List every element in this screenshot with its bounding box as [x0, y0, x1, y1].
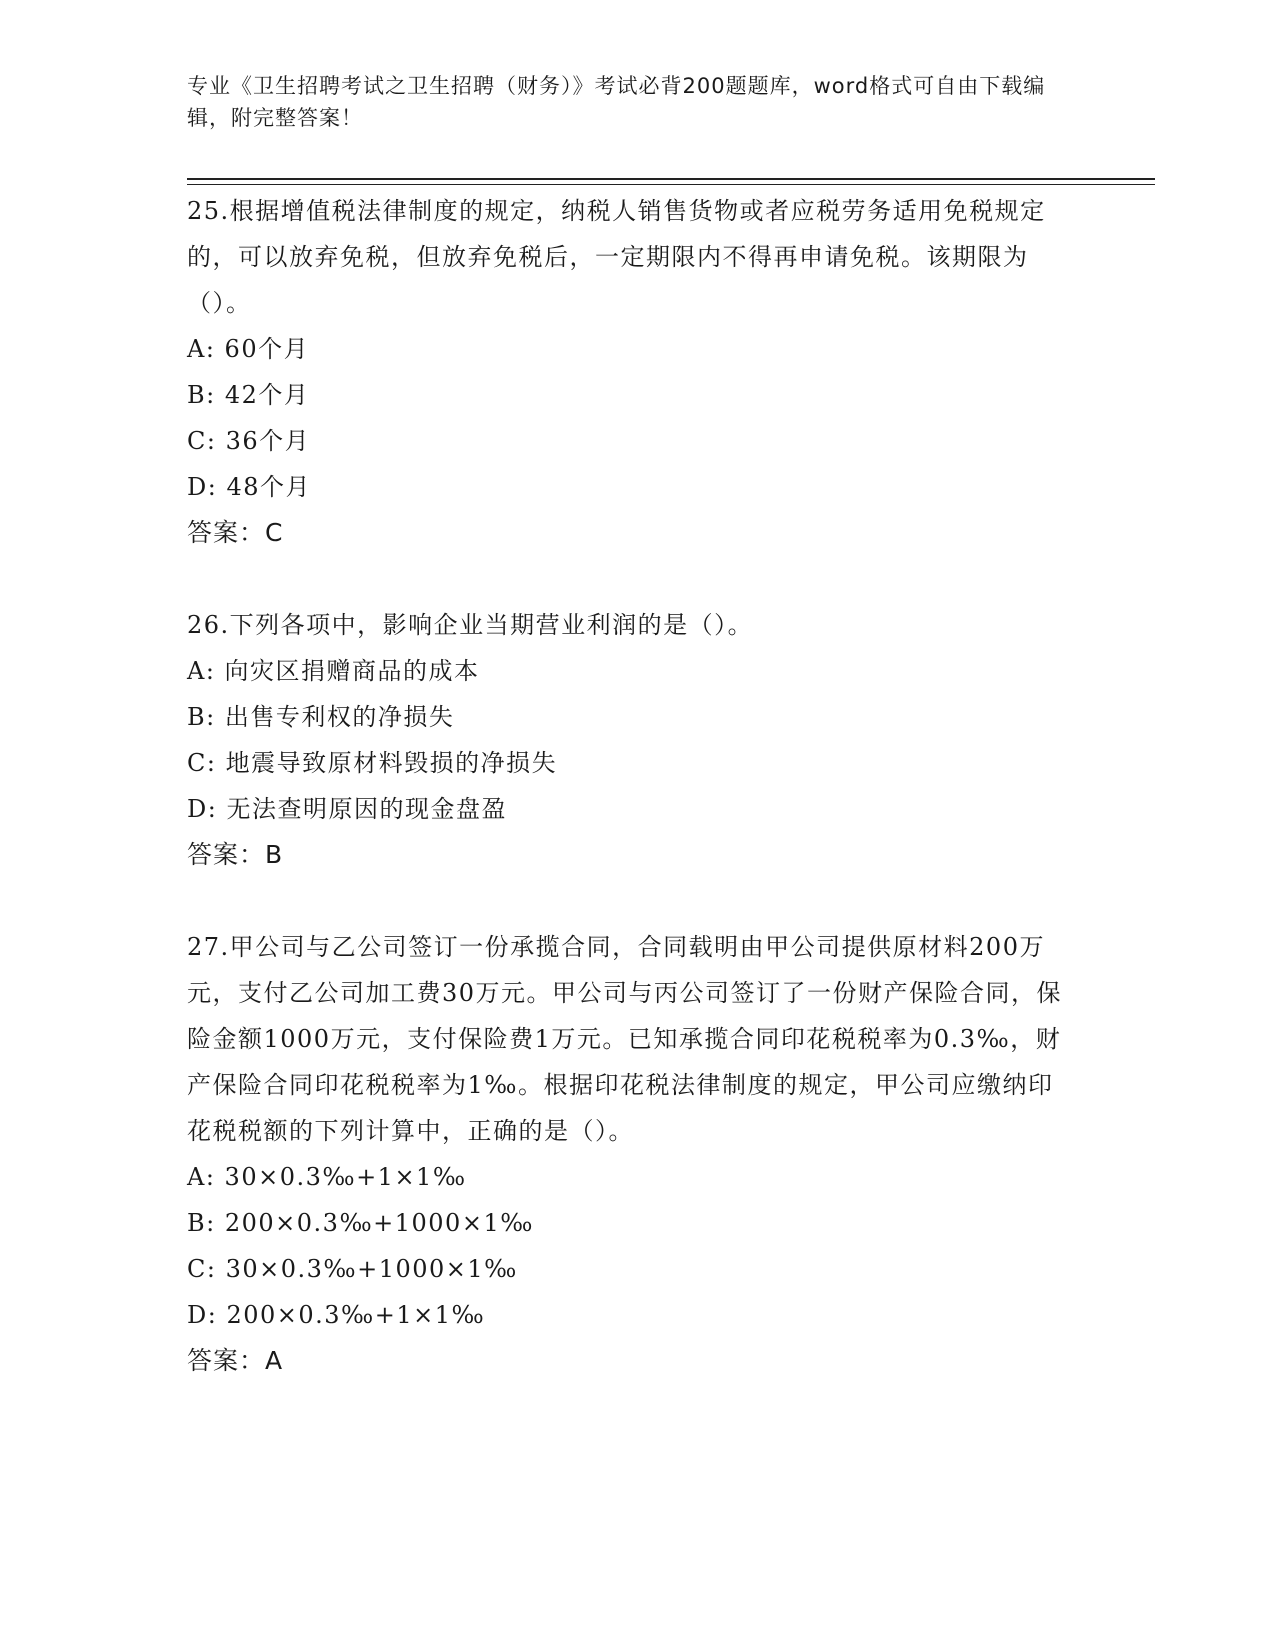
answer-value: C: [265, 518, 284, 547]
answer-label: 答案：: [187, 1346, 266, 1375]
option-c: C: 36个月: [187, 427, 311, 455]
answer-line: [187, 1338, 1067, 1384]
question-26: [187, 602, 1067, 878]
option-a: A: 向灾区捐赠商品的成本: [187, 657, 480, 685]
question-stem: 27.甲公司与乙公司签订一份承揽合同，合同载明由甲公司提供原材料200万元，支付乙公司加工费30万元。甲公司与丙公司签订了一份财产保险合同，保险金额1000万元，支付保险费1万元。已知承揽合同印花税税率为0.3‰，财产保险合同印花税税率为1‰。根据印花税法律制度的规定，甲公司应缴纳印花税税额的下列计算中，正确的是（）。: [187, 933, 1063, 1145]
option-d: D: 无法查明原因的现金盘盈: [187, 795, 507, 823]
option-c: C: 30×0.3‰+1000×1‰: [187, 1255, 518, 1283]
question-list: [187, 188, 1067, 1384]
answer-label: 答案：: [187, 840, 266, 869]
option-c: C: 地震导致原材料毁损的净损失: [187, 749, 558, 777]
document-intro: 专业《卫生招聘考试之卫生招聘（财务）》考试必背200题题库，word格式可自由下载编辑，附完整答案！: [187, 74, 1046, 130]
answer-label: 答案：: [187, 518, 266, 547]
option-a: A: 30×0.3‰+1×1‰: [187, 1163, 467, 1191]
option-d: D: 48个月: [187, 473, 311, 501]
option-a: A: 60个月: [187, 335, 310, 363]
question-stem: 26.下列各项中，影响企业当期营业利润的是（）。: [187, 611, 754, 639]
answer-line: [187, 832, 1067, 878]
question-27: [187, 924, 1067, 1384]
option-d: D: 200×0.3‰+1×1‰: [187, 1301, 486, 1329]
option-b: B: 出售专利权的净损失: [187, 703, 455, 731]
question-spacer: [187, 556, 1067, 602]
answer-line: [187, 510, 1067, 556]
question-spacer: [187, 878, 1067, 924]
answer-value: A: [265, 1346, 284, 1375]
document-header: [187, 70, 1067, 134]
question-stem: 25.根据增值税法律制度的规定，纳税人销售货物或者应税劳务适用免税规定的，可以放弃免税，但放弃免税后，一定期限内不得再申请免税。该期限为（）。: [187, 197, 1046, 317]
header-divider-thick: [187, 178, 1155, 180]
header-divider-thin: [187, 184, 1155, 185]
option-b: B: 200×0.3‰+1000×1‰: [187, 1209, 534, 1237]
answer-value: B: [265, 840, 284, 869]
question-25: [187, 188, 1067, 556]
option-b: B: 42个月: [187, 381, 310, 409]
